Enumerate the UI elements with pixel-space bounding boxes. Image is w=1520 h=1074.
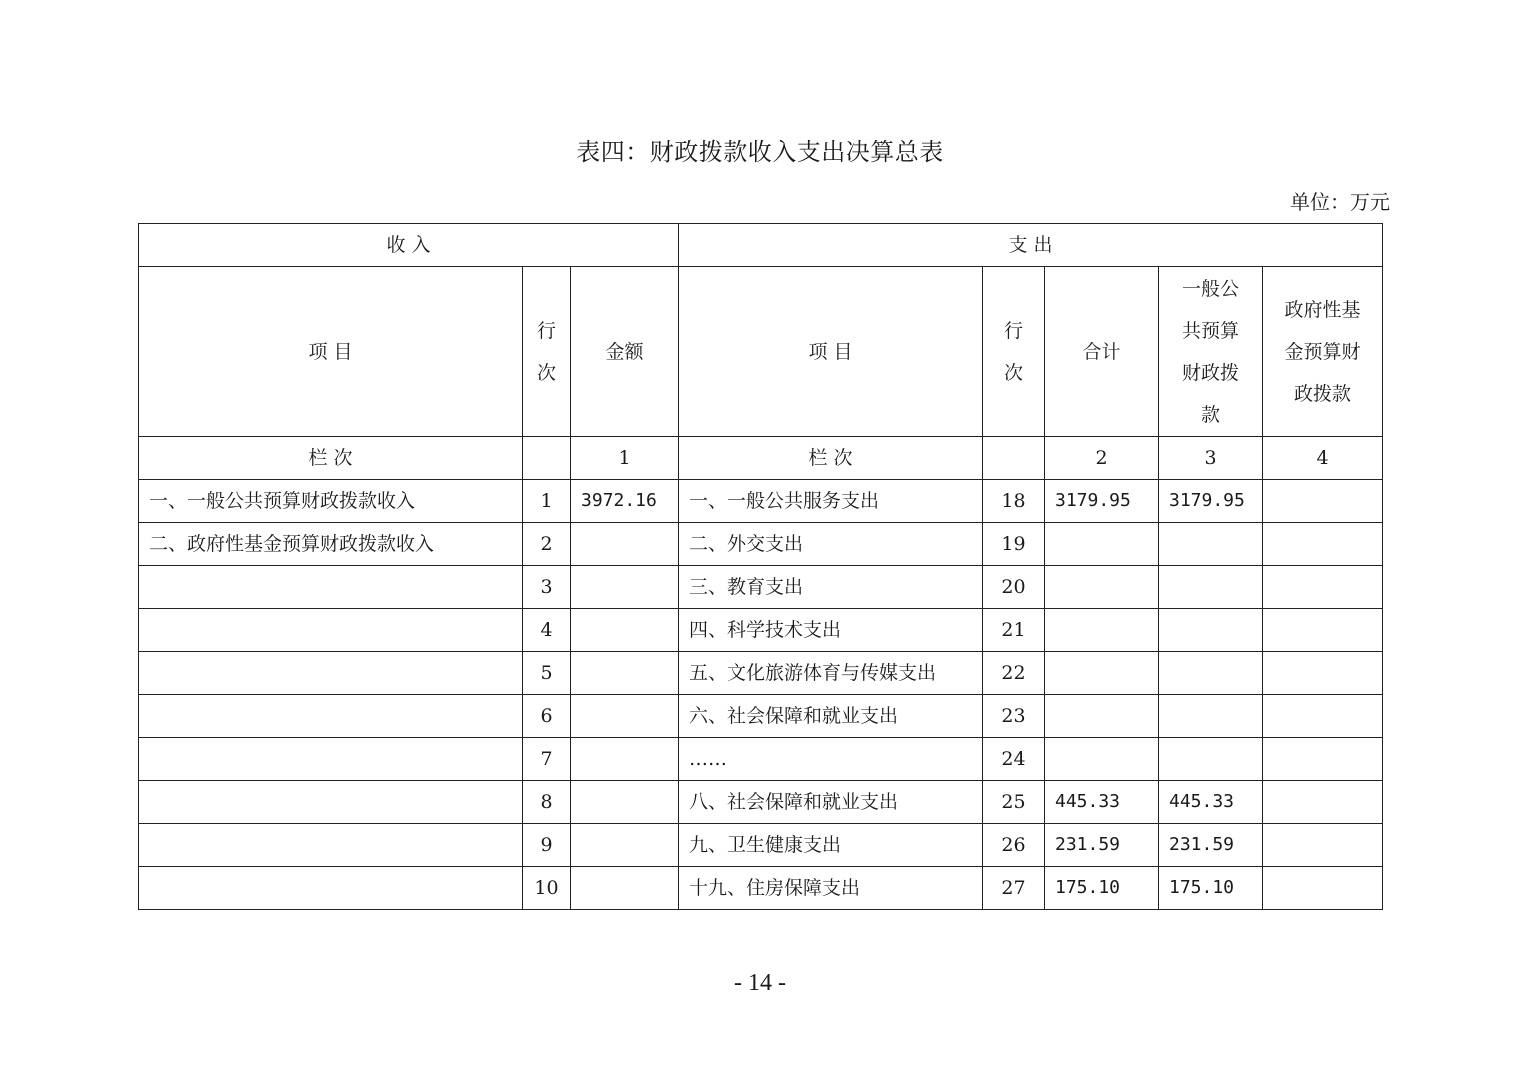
expense-row-no-cell: 18	[983, 480, 1045, 523]
expense-row-index	[983, 437, 1045, 480]
expense-fund-cell	[1263, 480, 1383, 523]
expense-fund-budget-header: 政府性基金预算财政拨款	[1263, 267, 1383, 437]
expense-total-cell	[1045, 566, 1159, 609]
expense-total-cell	[1045, 695, 1159, 738]
income-item-cell	[139, 566, 523, 609]
table-body	[139, 480, 1383, 910]
income-item-cell	[139, 695, 523, 738]
expense-item-cell: 六、社会保障和就业支出	[679, 695, 983, 738]
column-header-row	[139, 267, 1383, 437]
income-item-cell	[139, 738, 523, 781]
table-row	[139, 566, 1383, 609]
column-index-row	[139, 437, 1383, 480]
expense-general-cell: 175.10	[1159, 867, 1263, 910]
table-row	[139, 738, 1383, 781]
table-row	[139, 480, 1383, 523]
unit-label: 单位：万元	[1290, 190, 1390, 214]
expense-total-cell: 175.10	[1045, 867, 1159, 910]
income-item-cell	[139, 867, 523, 910]
income-item-cell	[139, 652, 523, 695]
income-row-no-cell: 7	[523, 738, 571, 781]
income-item-cell	[139, 824, 523, 867]
fiscal-appropriation-table	[138, 223, 1383, 910]
income-amount-cell	[571, 781, 679, 824]
income-row-no-header: 行次	[523, 267, 571, 437]
expense-general-cell	[1159, 738, 1263, 781]
expense-row-no-cell: 20	[983, 566, 1045, 609]
expense-item-cell: ……	[679, 738, 983, 781]
expense-fund-cell	[1263, 652, 1383, 695]
income-item-cell: 二、政府性基金预算财政拨款收入	[139, 523, 523, 566]
expense-fund-cell	[1263, 867, 1383, 910]
table-row	[139, 867, 1383, 910]
expense-total-cell	[1045, 738, 1159, 781]
expense-total-index: 2	[1045, 437, 1159, 480]
expense-row-no-cell: 23	[983, 695, 1045, 738]
income-row-no-cell: 4	[523, 609, 571, 652]
table-row	[139, 609, 1383, 652]
expense-general-cell	[1159, 523, 1263, 566]
expense-general-index: 3	[1159, 437, 1263, 480]
expense-item-cell: 十九、住房保障支出	[679, 867, 983, 910]
page-number: - 14 -	[734, 970, 786, 996]
expense-fund-cell	[1263, 738, 1383, 781]
expense-fund-cell	[1263, 566, 1383, 609]
income-row-no-cell: 8	[523, 781, 571, 824]
expense-general-cell: 231.59	[1159, 824, 1263, 867]
expense-general-cell	[1159, 695, 1263, 738]
expense-item-cell: 三、教育支出	[679, 566, 983, 609]
expense-group-header: 支 出	[679, 224, 1383, 267]
expense-row-no-cell: 27	[983, 867, 1045, 910]
income-amount-cell	[571, 695, 679, 738]
expense-fund-cell	[1263, 781, 1383, 824]
expense-general-budget-header: 一般公共预算财政拨款	[1159, 267, 1263, 437]
document-title: 表四：财政拨款收入支出决算总表	[576, 138, 944, 166]
income-item-header: 项 目	[139, 267, 523, 437]
expense-item-cell: 二、外交支出	[679, 523, 983, 566]
expense-item-cell: 九、卫生健康支出	[679, 824, 983, 867]
income-amount-cell: 3972.16	[571, 480, 679, 523]
income-item-cell	[139, 609, 523, 652]
expense-row-no-header: 行次	[983, 267, 1045, 437]
income-amount-header: 金额	[571, 267, 679, 437]
income-item-cell	[139, 781, 523, 824]
expense-row-no-cell: 24	[983, 738, 1045, 781]
expense-general-cell	[1159, 566, 1263, 609]
expense-fund-cell	[1263, 523, 1383, 566]
table-row	[139, 695, 1383, 738]
income-row-no-cell: 2	[523, 523, 571, 566]
income-amount-index: 1	[571, 437, 679, 480]
expense-total-cell: 231.59	[1045, 824, 1159, 867]
income-row-no-cell: 9	[523, 824, 571, 867]
income-row-no-cell: 5	[523, 652, 571, 695]
expense-total-cell: 445.33	[1045, 781, 1159, 824]
expense-item-cell: 五、文化旅游体育与传媒支出	[679, 652, 983, 695]
income-amount-cell	[571, 738, 679, 781]
expense-general-cell	[1159, 652, 1263, 695]
expense-total-cell	[1045, 523, 1159, 566]
expense-item-header: 项 目	[679, 267, 983, 437]
expense-row-no-cell: 26	[983, 824, 1045, 867]
expense-index-label: 栏 次	[679, 437, 983, 480]
income-amount-cell	[571, 609, 679, 652]
expense-fund-index: 4	[1263, 437, 1383, 480]
group-header-row	[139, 224, 1383, 267]
expense-general-cell	[1159, 609, 1263, 652]
table-row	[139, 824, 1383, 867]
income-row-index	[523, 437, 571, 480]
expense-total-cell	[1045, 652, 1159, 695]
income-amount-cell	[571, 566, 679, 609]
income-item-cell: 一、一般公共预算财政拨款收入	[139, 480, 523, 523]
expense-total-cell: 3179.95	[1045, 480, 1159, 523]
expense-row-no-cell: 25	[983, 781, 1045, 824]
income-index-label: 栏 次	[139, 437, 523, 480]
expense-fund-cell	[1263, 824, 1383, 867]
table-row	[139, 652, 1383, 695]
expense-row-no-cell: 21	[983, 609, 1045, 652]
expense-fund-cell	[1263, 609, 1383, 652]
expense-item-cell: 四、科学技术支出	[679, 609, 983, 652]
expense-total-header: 合计	[1045, 267, 1159, 437]
income-amount-cell	[571, 523, 679, 566]
expense-total-cell	[1045, 609, 1159, 652]
income-row-no-cell: 6	[523, 695, 571, 738]
income-amount-cell	[571, 867, 679, 910]
income-row-no-cell: 10	[523, 867, 571, 910]
table-row	[139, 781, 1383, 824]
income-amount-cell	[571, 652, 679, 695]
expense-fund-cell	[1263, 695, 1383, 738]
expense-item-cell: 一、一般公共服务支出	[679, 480, 983, 523]
table-row	[139, 523, 1383, 566]
expense-row-no-cell: 22	[983, 652, 1045, 695]
expense-general-cell: 445.33	[1159, 781, 1263, 824]
expense-item-cell: 八、社会保障和就业支出	[679, 781, 983, 824]
income-row-no-cell: 3	[523, 566, 571, 609]
income-group-header: 收 入	[139, 224, 679, 267]
income-amount-cell	[571, 824, 679, 867]
expense-row-no-cell: 19	[983, 523, 1045, 566]
income-row-no-cell: 1	[523, 480, 571, 523]
expense-general-cell: 3179.95	[1159, 480, 1263, 523]
